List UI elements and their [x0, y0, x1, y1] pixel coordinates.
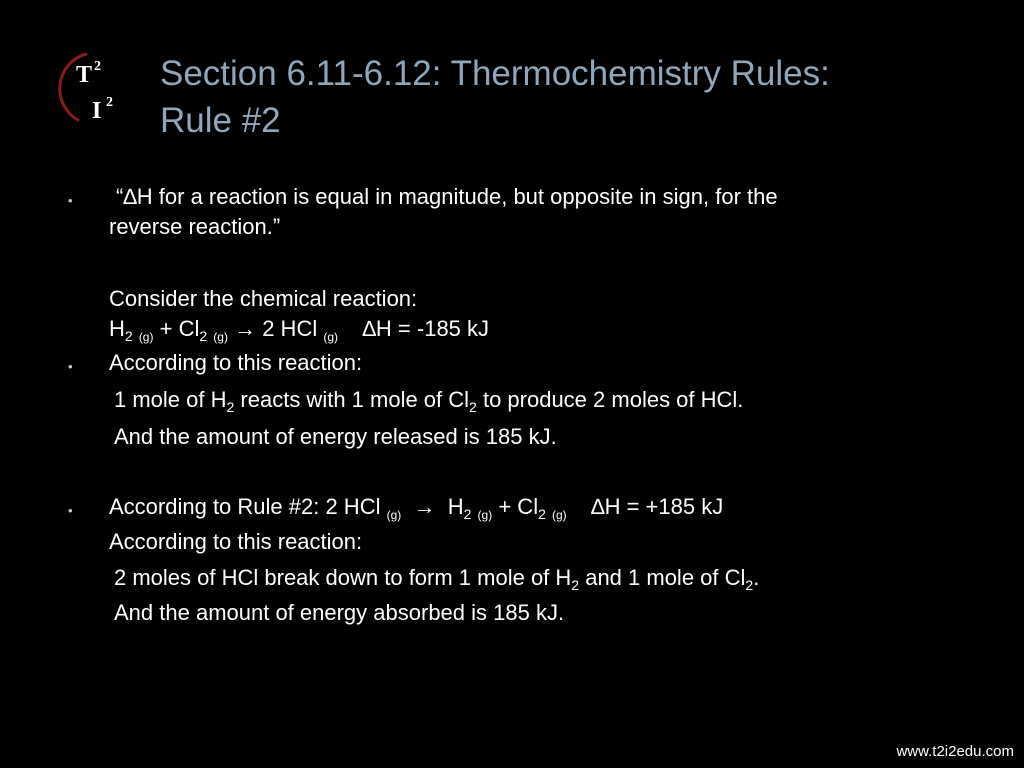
rule-quote-line-1: “∆H for a reaction is equal in magnitude, but opposite in sign, for the [116, 184, 778, 209]
reaction-reverse: According to Rule #2: 2 HCl $_{(g)} \to H_2$ $_{(g)} + Cl_2$ $_{(g)}$ ∆H = +185 kJ [109, 494, 724, 522]
title-line-2: Rule #2 [160, 101, 281, 140]
bullet-marker: • [68, 193, 73, 208]
according-text-1: According to this reaction: [109, 350, 363, 375]
consider-text: Consider the chemical reaction: [109, 286, 418, 311]
energy-absorbed-text: And the amount of energy absorbed is 185 kJ. [114, 600, 565, 625]
svg-text:2: 2 [94, 59, 101, 74]
according-text-2: According to this reaction: [109, 529, 363, 554]
logo [56, 48, 136, 128]
enthalpy-reverse: ∆H = +185 kJ [591, 494, 724, 519]
footer-url: www.t2i2edu.com [896, 743, 1014, 760]
logo-t: T [76, 62, 93, 88]
mole-ratio-line: 1 mole of $H_2$ reacts with 1 mole of $Cl_2$ to produce 2 moles of HCl. [114, 387, 744, 415]
enthalpy-forward: ∆H = -185 kJ [362, 316, 490, 341]
title-line-1: Section 6.11-6.12: Thermochemistry Rules: [160, 54, 830, 93]
logo-i: I [92, 98, 102, 124]
reaction-forward: $H_2$ $_{(g)} + Cl_2$ $_{(g)}$ → 2 HCl $_{(g)}$ ∆H = -185 kJ [109, 316, 490, 344]
slide-title [160, 50, 980, 144]
rule-quote-line-2: reverse reaction.” [109, 214, 281, 239]
energy-released-text: And the amount of energy released is 185 kJ. [114, 424, 557, 449]
bullet-marker: • [68, 359, 73, 374]
breakdown-line: 2 moles of HCl break down to form 1 mole of $H_2$ and 1 mole of $Cl_2$. [114, 565, 760, 593]
arrow-icon: → [234, 316, 257, 341]
bullet-marker: • [68, 503, 73, 518]
svg-text:2: 2 [106, 95, 113, 110]
arrow-icon: → [413, 494, 436, 519]
t2i2-logo-icon [56, 48, 136, 128]
